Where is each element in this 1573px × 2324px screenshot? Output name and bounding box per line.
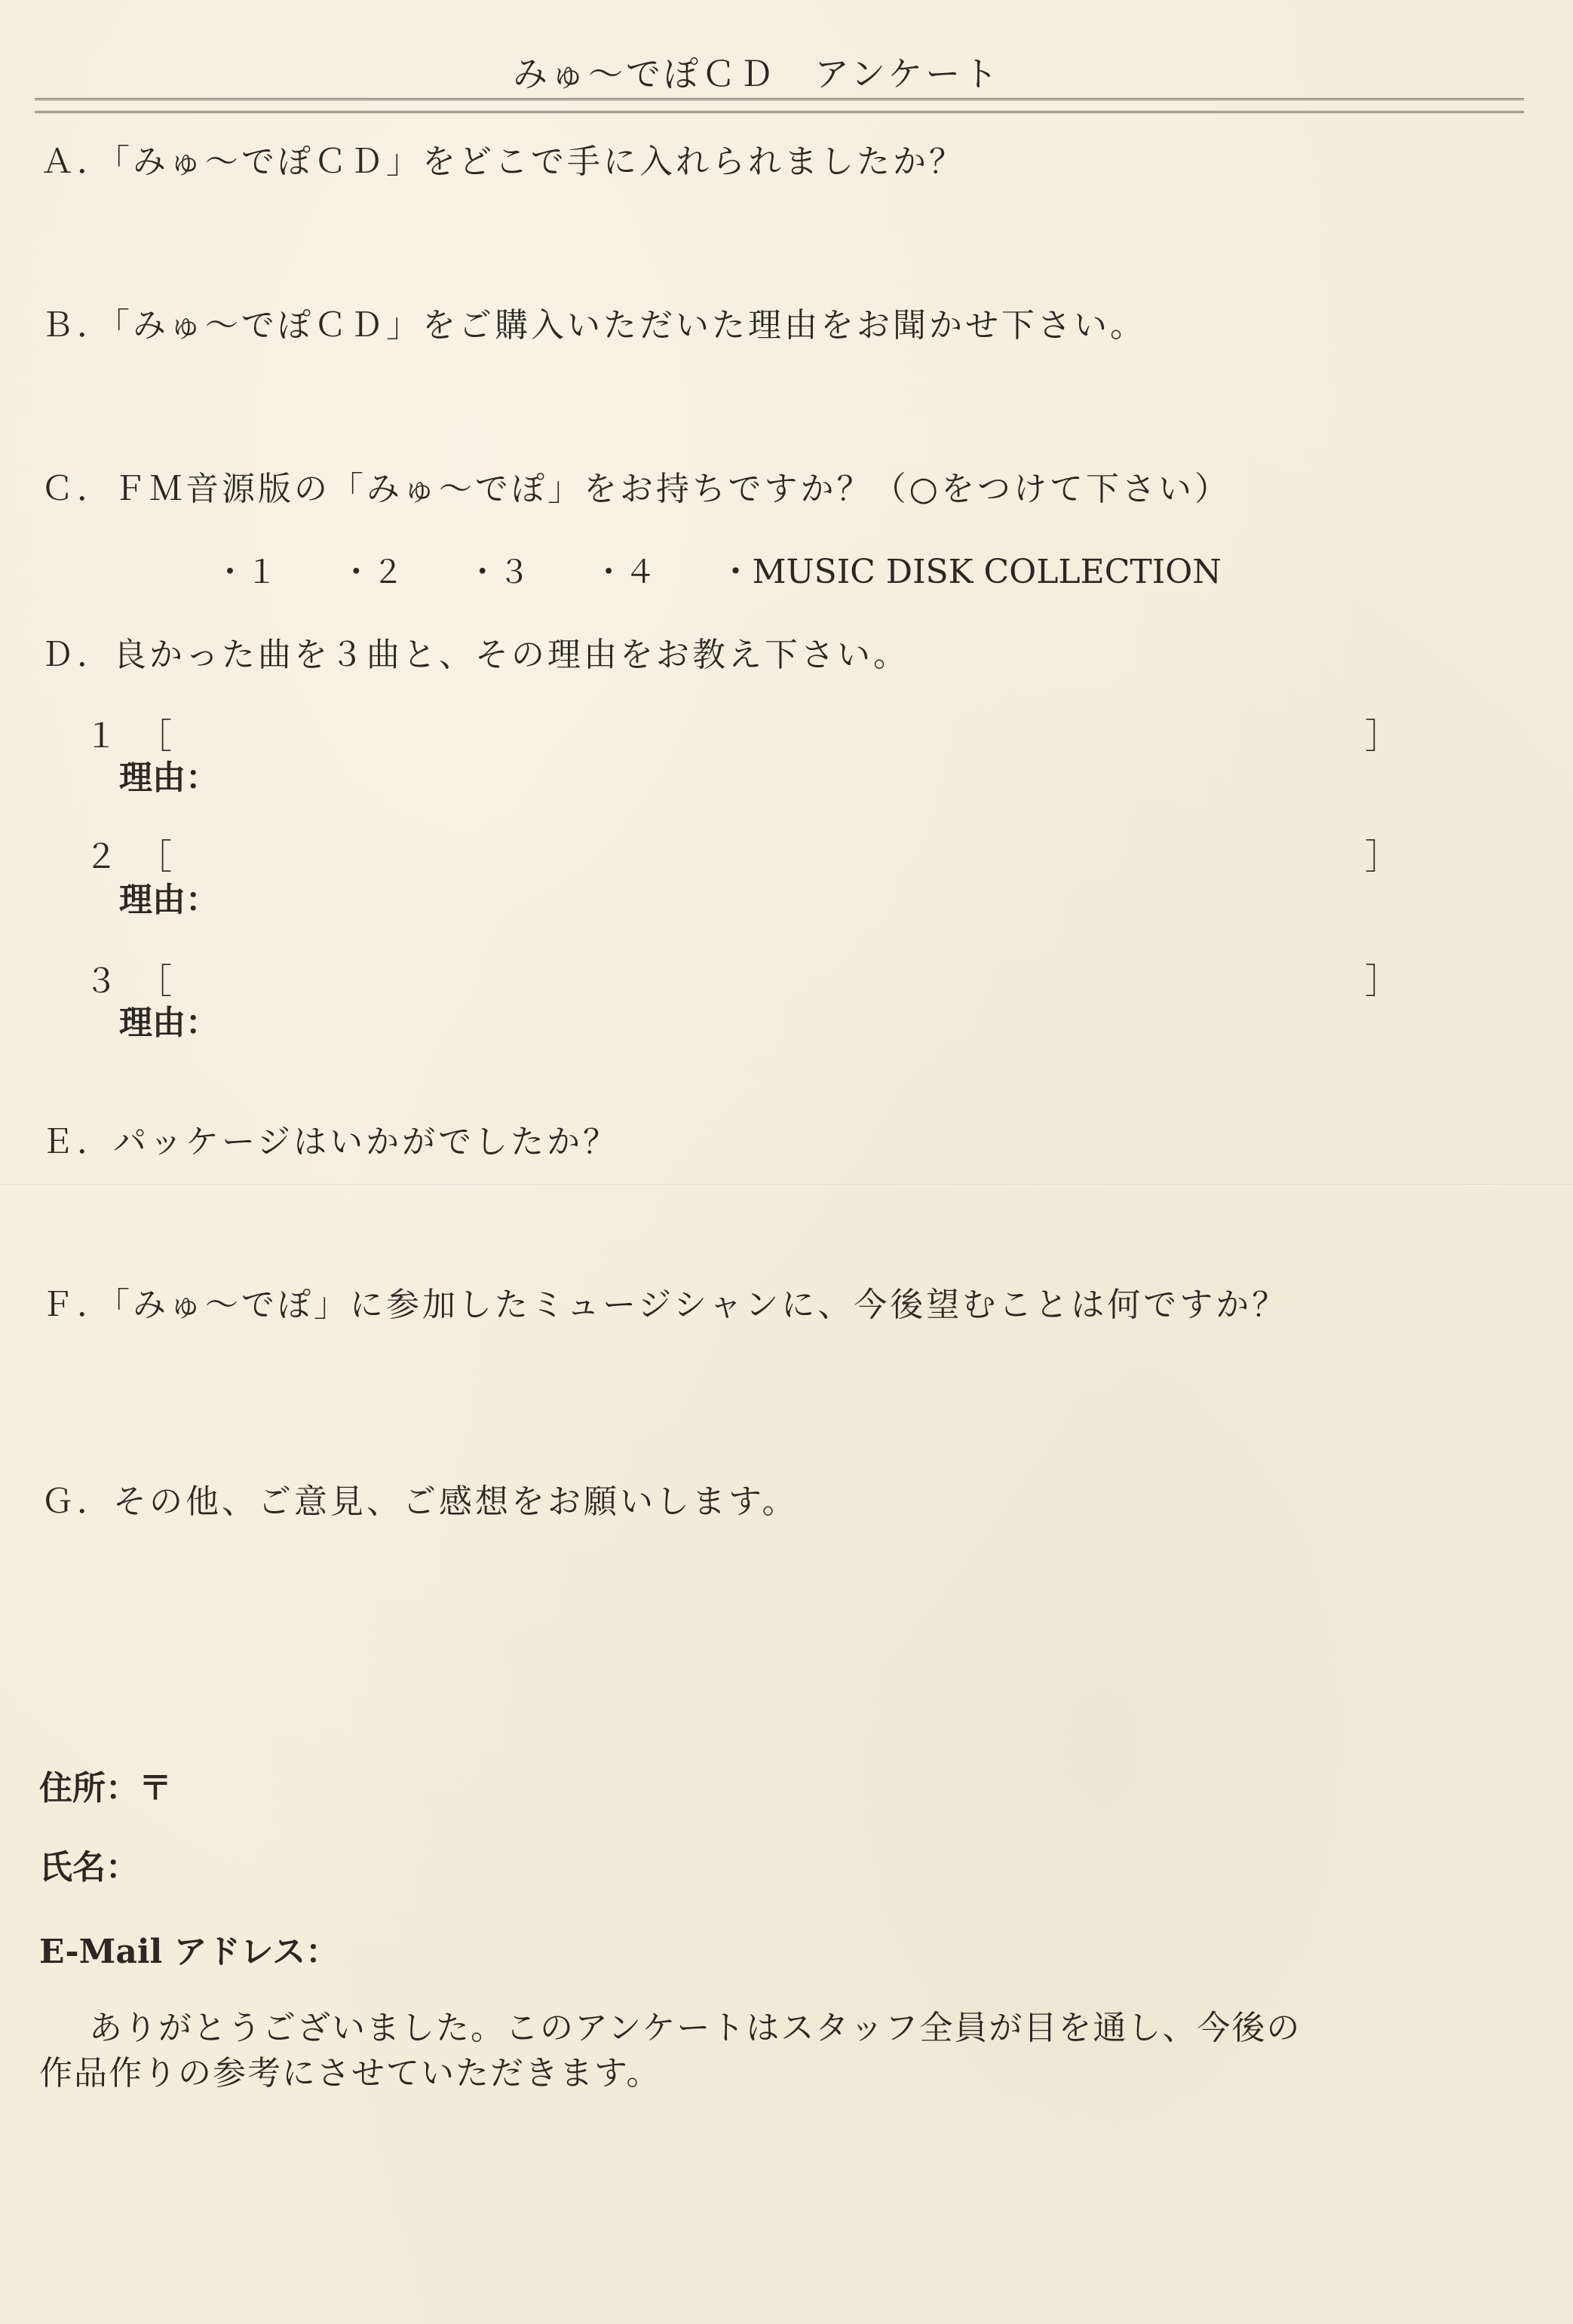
question-f: Ｆ．「みゅ〜でぽ」に参加したミュージシャンに、今後望むことは何ですか？: [41, 1286, 1289, 1324]
closing-line-1: ありがとうございました。このアンケートはスタッフ全員が目を通し、今後の: [89, 2009, 1302, 2047]
title-divider: [35, 98, 1524, 113]
song-reason-label: 理由：: [119, 881, 219, 919]
question-e: Ｅ．パッケージはいかがでしたか？: [41, 1123, 620, 1161]
question-a: Ａ．「みゅ〜でぽＣＤ」をどこで手に入れられましたか？: [41, 143, 965, 181]
option-4[interactable]: ・４: [593, 553, 657, 590]
version-options: [214, 544, 1222, 593]
paper-fold-line: [0, 1184, 1573, 1186]
option-music-disk-collection[interactable]: ・MUSIC DISK COLLECTION: [719, 553, 1222, 591]
option-1[interactable]: ・１: [214, 553, 278, 590]
page-title: みゅ〜でぽＣＤ アンケート: [513, 54, 1001, 94]
name-label: 氏名：: [39, 1848, 139, 1887]
song-number: ２: [84, 838, 118, 876]
song-bracket-open: ［: [137, 961, 172, 1001]
question-d: Ｄ．良かった曲を３曲と、その理由をお教え下さい。: [41, 636, 909, 674]
song-bracket-close: ］: [1365, 836, 1400, 877]
question-g: Ｇ．その他、ご意見、ご感想をお願いします。: [41, 1482, 799, 1521]
song-bracket-close: ］: [1365, 961, 1400, 1001]
address-label: 住所：〒: [39, 1769, 172, 1807]
song-number: ３: [84, 962, 118, 1001]
closing-message: [39, 2006, 1532, 2096]
question-c: Ｃ．ＦＭ音源版の「みゅ〜でぽ」をお持ちですか？（○をつけて下さい）: [41, 470, 1231, 508]
question-b: Ｂ．「みゅ〜でぽＣＤ」をご購入いただいた理由をお聞かせ下さい。: [41, 306, 1146, 345]
email-label: E-Mail アドレス：: [39, 1933, 339, 1971]
song-reason-label: 理由：: [119, 759, 219, 797]
option-2[interactable]: ・２: [340, 553, 404, 590]
closing-line-2: 作品作りの参考にさせていただきます。: [39, 2054, 661, 2093]
song-bracket-open: ［: [137, 716, 172, 756]
option-3[interactable]: ・３: [466, 553, 530, 590]
song-bracket-close: ］: [1365, 716, 1400, 756]
song-reason-label: 理由：: [119, 1004, 219, 1042]
song-number: １: [84, 717, 118, 756]
song-bracket-open: ［: [137, 836, 172, 877]
